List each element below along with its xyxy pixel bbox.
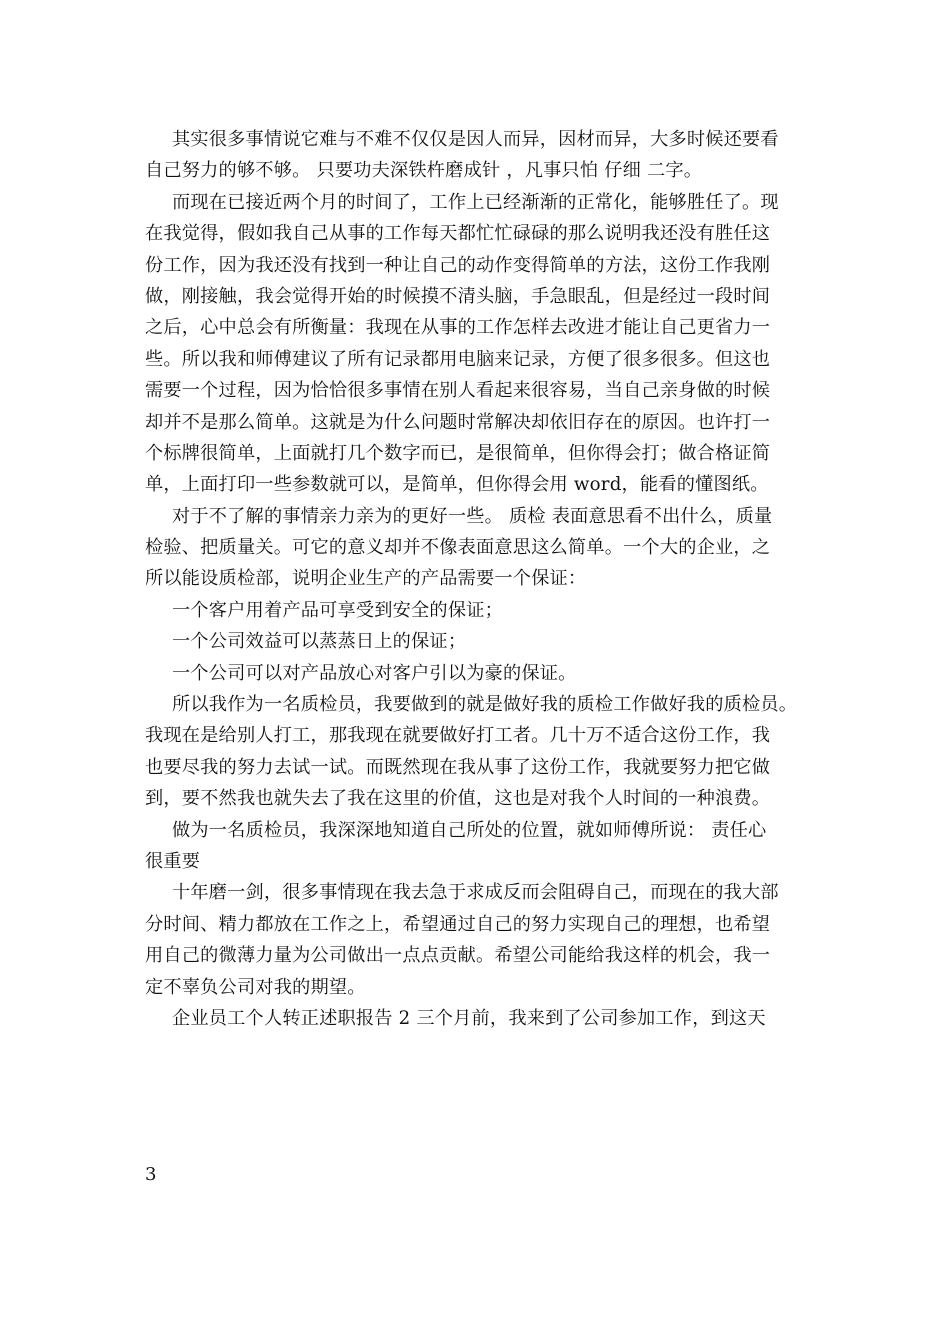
text-line: 我现在是给别人打工，那我现在就要做好打工者。几十万不适合这份工作，我 bbox=[145, 725, 771, 747]
text-line: 用自己的微薄力量为公司做出一点点贡献。希望公司能给我这样的机会，我一 bbox=[145, 945, 771, 967]
text-line: 检验、把质量关。可它的意义却并不像表面意思这么简单。一个大的企业，之 bbox=[145, 537, 771, 559]
body-text bbox=[145, 124, 825, 1034]
text-line: 做为一名质检员，我深深地知道自己所处的位置，就如师傅所说： 责任心 bbox=[172, 819, 767, 841]
text-line: 到，要不然我也就失去了我在这里的价值，这也是对我个人时间的一种浪费。 bbox=[145, 788, 771, 810]
text-line: 一个公司可以对产品放心对客户引以为豪的保证。 bbox=[172, 662, 577, 684]
text-line: 做，刚接触，我会觉得开始的时候摸不清头脑，手急眼乱，但是经过一段时间 bbox=[145, 285, 771, 307]
text-line: 些。所以我和师傅建议了所有记录都用电脑来记录，方便了很多很多。但这也 bbox=[145, 348, 771, 370]
text-line: 却并不是那么简单。这就是为什么问题时常解决却依旧存在的原因。也许打一 bbox=[145, 411, 771, 433]
text-line: 而现在已接近两个月的时间了，工作上已经渐渐的正常化，能够胜任了。现 bbox=[172, 191, 779, 213]
text-line: 分时间、精力都放在工作之上，希望通过自己的努力实现自己的理想，也希望 bbox=[145, 913, 771, 935]
text-line: 单，上面打印一些参数就可以，是简单，但你得会用 word，能看的懂图纸。 bbox=[145, 474, 769, 496]
text-line: 很重要 bbox=[145, 850, 201, 872]
text-line: 之后，心中总会有所衡量：我现在从事的工作怎样去改进才能让自己更省力一 bbox=[145, 317, 771, 339]
text-line: 一个客户用着产品可享受到安全的保证； bbox=[172, 599, 503, 621]
text-line: 一个公司效益可以蒸蒸日上的保证； bbox=[172, 631, 467, 653]
text-line: 在我觉得，假如我自己从事的工作每天都忙忙碌碌的那么说明我还没有胜任这 bbox=[145, 223, 771, 245]
text-line: 企业员工个人转正述职报告 2 三个月前，我来到了公司参加工作，到这天 bbox=[172, 1007, 766, 1029]
text-line: 所以能设质检部，说明企业生产的产品需要一个保证： bbox=[145, 568, 587, 590]
text-line: 需要一个过程，因为恰恰很多事情在别人看起来很容易，当自己亲身做的时候 bbox=[145, 380, 771, 402]
text-line: 自己努力的够不够。 只要功夫深铁杵磨成针 ，凡事只怕 仔细 二字。 bbox=[145, 160, 703, 182]
text-line: 十年磨一剑，很多事情现在我去急于求成反而会阻碍自己，而现在的我大部 bbox=[172, 882, 779, 904]
text-line: 也要尽我的努力去试一试。而既然现在我从事了这份工作，我就要努力把它做 bbox=[145, 756, 771, 778]
text-line: 定不辜负公司对我的期望。 bbox=[145, 976, 366, 998]
text-line: 份工作，因为我还没有找到一种让自己的动作变得简单的方法，这份工作我刚 bbox=[145, 254, 771, 276]
text-line: 对于不了解的事情亲力亲为的更好一些。 质检 表面意思看不出什么，质量 bbox=[172, 505, 773, 527]
text-line: 其实很多事情说它难与不难不仅仅是因人而异，因材而异，大多时候还要看 bbox=[172, 129, 779, 150]
text-line: 所以我作为一名质检员，我要做到的就是做好我的质检工作做好我的质检员。 bbox=[172, 694, 798, 716]
text-line: 个标牌很简单，上面就打几个数字而已，是很简单，但你得会打；做合格证简 bbox=[145, 442, 771, 464]
page-number: 3 bbox=[145, 1164, 157, 1185]
